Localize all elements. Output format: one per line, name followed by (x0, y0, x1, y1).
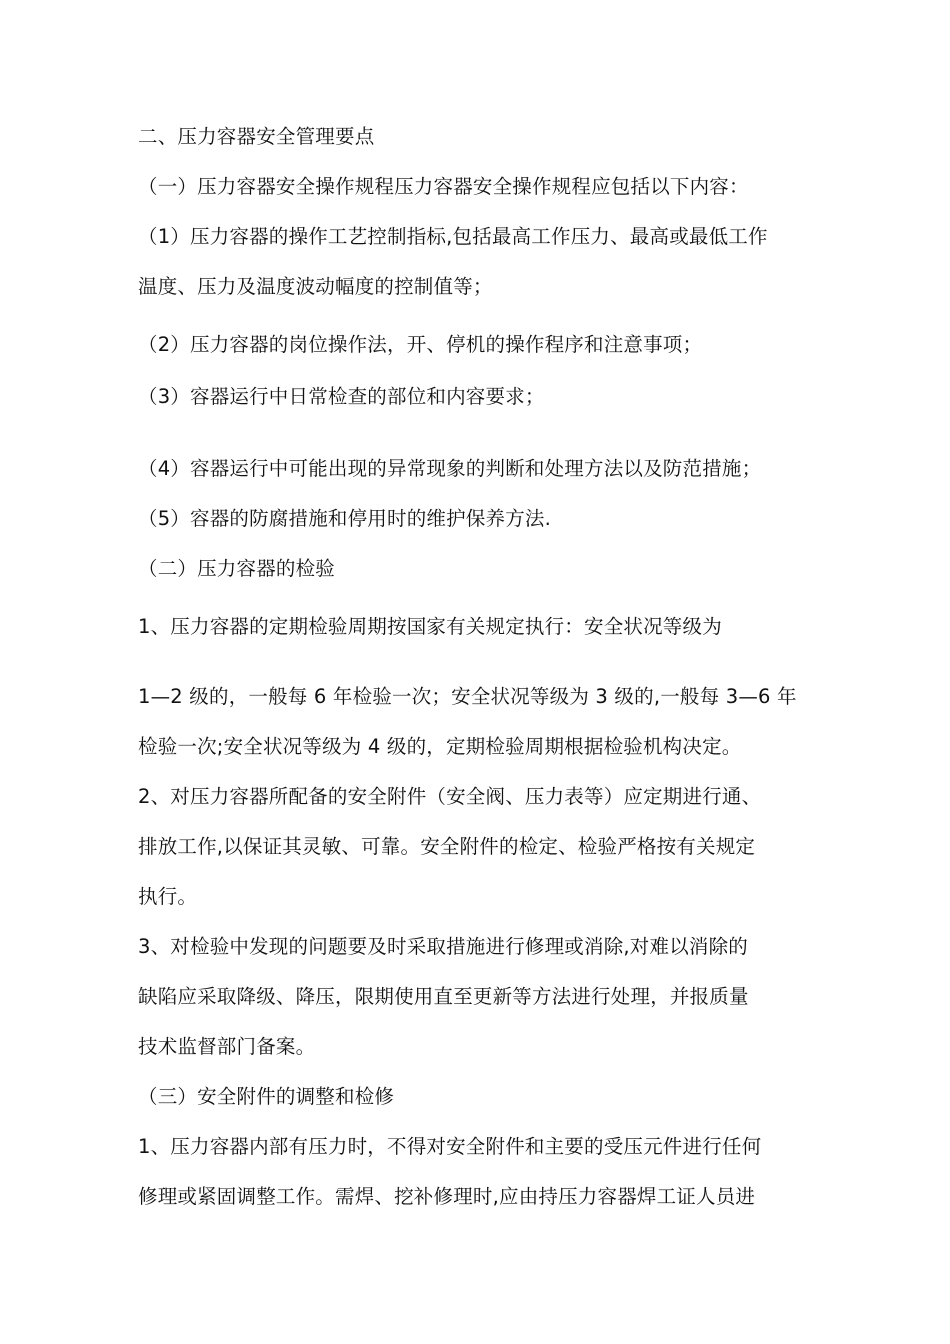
list-item: （4）容器运行中可能出现的异常现象的判断和处理方法以及防范措施； (138, 457, 762, 480)
paragraph-line: 温度、压力及温度波动幅度的控制值等； (138, 275, 493, 298)
section-heading: 二、压力容器安全管理要点 (138, 125, 375, 148)
list-item: （2）压力容器的岗位操作法，开、停机的操作程序和注意事项； (138, 333, 703, 356)
paragraph-line: 执行。 (138, 885, 198, 908)
paragraph-line: 1—2 级的，一般每 6 年检验一次；安全状况等级为 3 级的,一般每 3—6 年 (138, 685, 797, 708)
paragraph-line: 检验一次;安全状况等级为 4 级的，定期检验周期根据检验机构决定。 (138, 735, 742, 758)
paragraph-line: 缺陷应采取降级、降压，限期使用直至更新等方法进行处理，并报质量 (138, 985, 749, 1008)
paragraph-line: 2、对压力容器所配备的安全附件（安全阀、压力表等）应定期进行通、 (138, 785, 762, 808)
paragraph-line: 排放工作,以保证其灵敏、可靠。安全附件的检定、检验严格按有关规定 (138, 835, 756, 858)
list-item: （1）压力容器的操作工艺控制指标,包括最高工作压力、最高或最低工作 (138, 225, 768, 248)
list-item: （3）容器运行中日常检查的部位和内容要求； (138, 385, 545, 408)
paragraph-line: 1、压力容器内部有压力时，不得对安全附件和主要的受压元件进行任何 (138, 1135, 762, 1158)
paragraph-line: 修理或紧固调整工作。需焊、挖补修理时,应由持压力容器焊工证人员进 (138, 1185, 756, 1208)
list-item: （5）容器的防腐措施和停用时的维护保养方法. (138, 507, 552, 530)
paragraph-line: 3、对检验中发现的问题要及时采取措施进行修理或消除,对难以消除的 (138, 935, 749, 958)
subsection-heading: （二）压力容器的检验 (138, 557, 336, 580)
subsection-heading: （一）压力容器安全操作规程压力容器安全操作规程应包括以下内容： (138, 175, 749, 198)
paragraph-line: 技术监督部门备案。 (138, 1035, 316, 1058)
paragraph-line: 1、压力容器的定期检验周期按国家有关规定执行：安全状况等级为 (138, 615, 722, 638)
subsection-heading: （三）安全附件的调整和检修 (138, 1085, 395, 1108)
